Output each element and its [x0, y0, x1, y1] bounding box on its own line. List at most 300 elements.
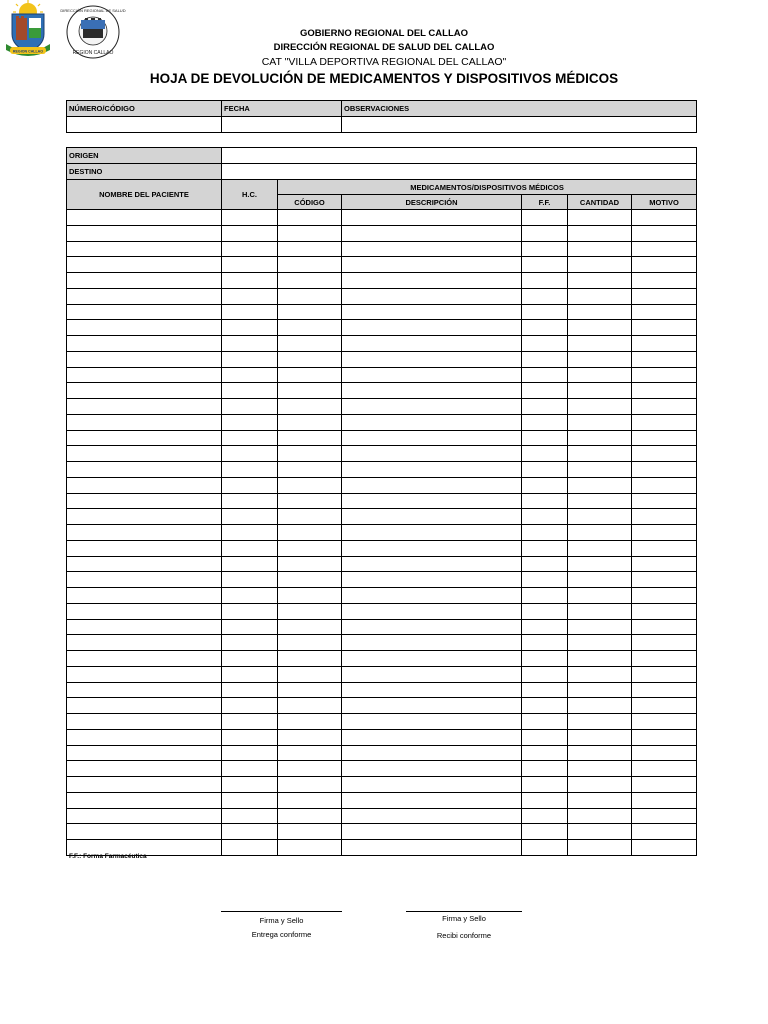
codigo-cell[interactable] — [278, 446, 342, 462]
nombre-cell[interactable] — [67, 257, 222, 273]
cantidad-cell[interactable] — [568, 588, 632, 604]
ff-cell[interactable] — [522, 336, 568, 352]
descripcion-cell[interactable] — [342, 383, 522, 399]
codigo-cell[interactable] — [278, 493, 342, 509]
hc-cell[interactable] — [222, 666, 278, 682]
hc-cell[interactable] — [222, 824, 278, 840]
hc-cell[interactable] — [222, 729, 278, 745]
codigo-cell[interactable] — [278, 588, 342, 604]
nombre-cell[interactable] — [67, 808, 222, 824]
codigo-cell[interactable] — [278, 714, 342, 730]
hc-cell[interactable] — [222, 241, 278, 257]
hc-cell[interactable] — [222, 698, 278, 714]
ff-cell[interactable] — [522, 729, 568, 745]
cantidad-cell[interactable] — [568, 777, 632, 793]
cantidad-cell[interactable] — [568, 304, 632, 320]
nombre-cell[interactable] — [67, 635, 222, 651]
hc-cell[interactable] — [222, 462, 278, 478]
ff-cell[interactable] — [522, 698, 568, 714]
cantidad-cell[interactable] — [568, 493, 632, 509]
codigo-cell[interactable] — [278, 210, 342, 226]
descripcion-cell[interactable] — [342, 509, 522, 525]
codigo-cell[interactable] — [278, 745, 342, 761]
descripcion-cell[interactable] — [342, 540, 522, 556]
descripcion-cell[interactable] — [342, 666, 522, 682]
motivo-cell[interactable] — [632, 493, 697, 509]
motivo-cell[interactable] — [632, 729, 697, 745]
motivo-cell[interactable] — [632, 651, 697, 667]
cantidad-cell[interactable] — [568, 351, 632, 367]
codigo-cell[interactable] — [278, 808, 342, 824]
observaciones-field[interactable] — [342, 117, 697, 133]
hc-cell[interactable] — [222, 304, 278, 320]
motivo-cell[interactable] — [632, 225, 697, 241]
motivo-cell[interactable] — [632, 304, 697, 320]
nombre-cell[interactable] — [67, 446, 222, 462]
hc-cell[interactable] — [222, 493, 278, 509]
table-row — [67, 462, 697, 478]
hc-cell[interactable] — [222, 509, 278, 525]
descripcion-cell[interactable] — [342, 714, 522, 730]
ff-cell[interactable] — [522, 509, 568, 525]
codigo-cell[interactable] — [278, 635, 342, 651]
cantidad-cell[interactable] — [568, 225, 632, 241]
cantidad-cell[interactable] — [568, 714, 632, 730]
motivo-cell[interactable] — [632, 572, 697, 588]
ff-cell[interactable] — [522, 225, 568, 241]
cantidad-cell[interactable] — [568, 698, 632, 714]
descripcion-cell[interactable] — [342, 745, 522, 761]
ff-cell[interactable] — [522, 414, 568, 430]
cantidad-cell[interactable] — [568, 399, 632, 415]
motivo-cell[interactable] — [632, 588, 697, 604]
ff-cell[interactable] — [522, 714, 568, 730]
motivo-cell[interactable] — [632, 477, 697, 493]
motivo-cell[interactable] — [632, 777, 697, 793]
hc-cell[interactable] — [222, 588, 278, 604]
motivo-cell[interactable] — [632, 351, 697, 367]
nombre-cell[interactable] — [67, 336, 222, 352]
codigo-cell[interactable] — [278, 556, 342, 572]
nombre-cell[interactable] — [67, 383, 222, 399]
descripcion-cell[interactable] — [342, 414, 522, 430]
descripcion-cell[interactable] — [342, 619, 522, 635]
motivo-cell[interactable] — [632, 273, 697, 289]
table-row — [67, 619, 697, 635]
nombre-cell[interactable] — [67, 525, 222, 541]
codigo-cell[interactable] — [278, 414, 342, 430]
descripcion-cell[interactable] — [342, 682, 522, 698]
motivo-cell[interactable] — [632, 635, 697, 651]
table-row — [67, 666, 697, 682]
ff-cell[interactable] — [522, 477, 568, 493]
cantidad-cell[interactable] — [568, 556, 632, 572]
motivo-cell[interactable] — [632, 824, 697, 840]
codigo-cell[interactable] — [278, 792, 342, 808]
hc-cell[interactable] — [222, 414, 278, 430]
motivo-cell[interactable] — [632, 509, 697, 525]
ff-cell[interactable] — [522, 493, 568, 509]
codigo-cell[interactable] — [278, 477, 342, 493]
fecha-field[interactable] — [222, 117, 342, 133]
descripcion-cell[interactable] — [342, 840, 522, 856]
nombre-cell[interactable] — [67, 745, 222, 761]
codigo-cell[interactable] — [278, 351, 342, 367]
hc-cell[interactable] — [222, 761, 278, 777]
cantidad-cell[interactable] — [568, 273, 632, 289]
nombre-cell[interactable] — [67, 320, 222, 336]
motivo-cell[interactable] — [632, 288, 697, 304]
ff-cell[interactable] — [522, 241, 568, 257]
signature-line-right — [406, 911, 522, 912]
motivo-cell[interactable] — [632, 525, 697, 541]
cantidad-cell[interactable] — [568, 414, 632, 430]
nombre-cell[interactable] — [67, 493, 222, 509]
ff-cell[interactable] — [522, 603, 568, 619]
cantidad-cell[interactable] — [568, 257, 632, 273]
codigo-cell[interactable] — [278, 698, 342, 714]
ff-cell[interactable] — [522, 808, 568, 824]
nombre-cell[interactable] — [67, 651, 222, 667]
hc-cell[interactable] — [222, 367, 278, 383]
cantidad-cell[interactable] — [568, 824, 632, 840]
cantidad-cell[interactable] — [568, 792, 632, 808]
descripcion-cell[interactable] — [342, 399, 522, 415]
motivo-cell[interactable] — [632, 430, 697, 446]
hc-cell[interactable] — [222, 572, 278, 588]
hc-cell[interactable] — [222, 635, 278, 651]
descripcion-cell[interactable] — [342, 525, 522, 541]
nombre-cell[interactable] — [67, 572, 222, 588]
cantidad-cell[interactable] — [568, 462, 632, 478]
codigo-cell[interactable] — [278, 761, 342, 777]
cantidad-cell[interactable] — [568, 383, 632, 399]
hc-cell[interactable] — [222, 619, 278, 635]
codigo-cell[interactable] — [278, 320, 342, 336]
ff-cell[interactable] — [522, 273, 568, 289]
cantidad-cell[interactable] — [568, 745, 632, 761]
cantidad-cell[interactable] — [568, 477, 632, 493]
cantidad-cell[interactable] — [568, 446, 632, 462]
cantidad-cell[interactable] — [568, 540, 632, 556]
descripcion-cell[interactable] — [342, 698, 522, 714]
ff-cell[interactable] — [522, 540, 568, 556]
nombre-cell[interactable] — [67, 462, 222, 478]
ff-cell[interactable] — [522, 525, 568, 541]
hc-cell[interactable] — [222, 336, 278, 352]
hc-cell[interactable] — [222, 651, 278, 667]
descripcion-cell[interactable] — [342, 462, 522, 478]
ff-cell[interactable] — [522, 840, 568, 856]
descripcion-cell[interactable] — [342, 603, 522, 619]
cantidad-cell[interactable] — [568, 367, 632, 383]
cantidad-cell[interactable] — [568, 761, 632, 777]
ff-cell[interactable] — [522, 792, 568, 808]
ff-cell[interactable] — [522, 635, 568, 651]
descripcion-cell[interactable] — [342, 588, 522, 604]
ff-footnote: F.F.: Forma Farmacéutica — [69, 853, 147, 860]
ff-cell[interactable] — [522, 351, 568, 367]
nombre-cell[interactable] — [67, 288, 222, 304]
cantidad-cell[interactable] — [568, 666, 632, 682]
codigo-cell[interactable] — [278, 383, 342, 399]
motivo-cell[interactable] — [632, 666, 697, 682]
nombre-cell[interactable] — [67, 273, 222, 289]
cantidad-cell[interactable] — [568, 635, 632, 651]
descripcion-cell[interactable] — [342, 824, 522, 840]
cantidad-cell[interactable] — [568, 210, 632, 226]
motivo-cell[interactable] — [632, 399, 697, 415]
nombre-cell[interactable] — [67, 225, 222, 241]
hc-cell[interactable] — [222, 288, 278, 304]
codigo-cell[interactable] — [278, 666, 342, 682]
codigo-cell[interactable] — [278, 367, 342, 383]
ff-cell[interactable] — [522, 666, 568, 682]
numero-codigo-field[interactable] — [67, 117, 222, 133]
cantidad-cell[interactable] — [568, 241, 632, 257]
hc-cell[interactable] — [222, 320, 278, 336]
codigo-cell[interactable] — [278, 651, 342, 667]
ff-cell[interactable] — [522, 257, 568, 273]
descripcion-cell[interactable] — [342, 304, 522, 320]
nombre-cell[interactable] — [67, 603, 222, 619]
ff-cell[interactable] — [522, 210, 568, 226]
motivo-cell[interactable] — [632, 745, 697, 761]
codigo-cell[interactable] — [278, 336, 342, 352]
ff-cell[interactable] — [522, 320, 568, 336]
cantidad-cell[interactable] — [568, 572, 632, 588]
ff-cell[interactable] — [522, 367, 568, 383]
codigo-cell[interactable] — [278, 257, 342, 273]
ff-cell[interactable] — [522, 430, 568, 446]
descripcion-cell[interactable] — [342, 572, 522, 588]
page-title: HOJA DE DEVOLUCIÓN DE MEDICAMENTOS Y DISPOSITIVOS MÉDICOS — [149, 71, 619, 86]
descripcion-cell[interactable] — [342, 556, 522, 572]
nombre-cell[interactable] — [67, 792, 222, 808]
descripcion-cell[interactable] — [342, 273, 522, 289]
hc-cell[interactable] — [222, 745, 278, 761]
signature-right-caption: Firma y Sello — [442, 914, 486, 923]
destino-field[interactable] — [222, 164, 697, 180]
nombre-cell[interactable] — [67, 556, 222, 572]
ff-cell[interactable] — [522, 651, 568, 667]
cantidad-cell[interactable] — [568, 651, 632, 667]
cantidad-cell[interactable] — [568, 509, 632, 525]
descripcion-cell[interactable] — [342, 225, 522, 241]
nombre-cell[interactable] — [67, 367, 222, 383]
nombre-cell[interactable] — [67, 430, 222, 446]
hc-cell[interactable] — [222, 840, 278, 856]
hc-cell[interactable] — [222, 777, 278, 793]
ff-cell[interactable] — [522, 619, 568, 635]
nombre-cell[interactable] — [67, 241, 222, 257]
codigo-cell[interactable] — [278, 777, 342, 793]
nombre-cell[interactable] — [67, 509, 222, 525]
hc-cell[interactable] — [222, 477, 278, 493]
descripcion-cell[interactable] — [342, 430, 522, 446]
descripcion-cell[interactable] — [342, 257, 522, 273]
descripcion-cell[interactable] — [342, 367, 522, 383]
hc-cell[interactable] — [222, 446, 278, 462]
cantidad-cell[interactable] — [568, 288, 632, 304]
motivo-cell[interactable] — [632, 320, 697, 336]
codigo-cell[interactable] — [278, 840, 342, 856]
codigo-cell[interactable] — [278, 288, 342, 304]
hc-cell[interactable] — [222, 383, 278, 399]
codigo-cell[interactable] — [278, 399, 342, 415]
nombre-cell[interactable] — [67, 714, 222, 730]
hc-cell[interactable] — [222, 210, 278, 226]
motivo-cell[interactable] — [632, 462, 697, 478]
nombre-cell[interactable] — [67, 698, 222, 714]
nombre-cell[interactable] — [67, 540, 222, 556]
hc-cell[interactable] — [222, 399, 278, 415]
motivo-cell[interactable] — [632, 556, 697, 572]
codigo-cell[interactable] — [278, 241, 342, 257]
table-row — [67, 792, 697, 808]
nombre-cell[interactable] — [67, 761, 222, 777]
codigo-cell[interactable] — [278, 540, 342, 556]
codigo-cell[interactable] — [278, 225, 342, 241]
descripcion-cell[interactable] — [342, 477, 522, 493]
motivo-cell[interactable] — [632, 414, 697, 430]
cantidad-cell[interactable] — [568, 336, 632, 352]
descripcion-cell[interactable] — [342, 761, 522, 777]
cantidad-cell[interactable] — [568, 619, 632, 635]
nombre-cell[interactable] — [67, 619, 222, 635]
ff-cell[interactable] — [522, 462, 568, 478]
motivo-cell[interactable] — [632, 383, 697, 399]
cantidad-cell[interactable] — [568, 808, 632, 824]
nombre-cell[interactable] — [67, 304, 222, 320]
ff-cell[interactable] — [522, 288, 568, 304]
hc-cell[interactable] — [222, 525, 278, 541]
ff-cell[interactable] — [522, 304, 568, 320]
codigo-cell[interactable] — [278, 430, 342, 446]
descripcion-cell[interactable] — [342, 320, 522, 336]
motivo-cell[interactable] — [632, 619, 697, 635]
motivo-cell[interactable] — [632, 698, 697, 714]
codigo-cell[interactable] — [278, 619, 342, 635]
cantidad-cell[interactable] — [568, 525, 632, 541]
motivo-cell[interactable] — [632, 336, 697, 352]
nombre-cell[interactable] — [67, 210, 222, 226]
descripcion-cell[interactable] — [342, 808, 522, 824]
descripcion-cell[interactable] — [342, 351, 522, 367]
ff-cell[interactable] — [522, 588, 568, 604]
motivo-cell[interactable] — [632, 540, 697, 556]
motivo-cell[interactable] — [632, 714, 697, 730]
codigo-cell[interactable] — [278, 273, 342, 289]
hc-cell[interactable] — [222, 351, 278, 367]
descripcion-cell[interactable] — [342, 777, 522, 793]
hc-cell[interactable] — [222, 430, 278, 446]
descripcion-cell[interactable] — [342, 493, 522, 509]
hc-cell[interactable] — [222, 603, 278, 619]
descripcion-cell[interactable] — [342, 336, 522, 352]
codigo-cell[interactable] — [278, 729, 342, 745]
nombre-cell[interactable] — [67, 682, 222, 698]
motivo-cell[interactable] — [632, 761, 697, 777]
codigo-cell[interactable] — [278, 572, 342, 588]
descripcion-cell[interactable] — [342, 288, 522, 304]
motivo-cell[interactable] — [632, 682, 697, 698]
nombre-cell[interactable] — [67, 477, 222, 493]
nombre-cell[interactable] — [67, 666, 222, 682]
motivo-cell[interactable] — [632, 446, 697, 462]
hc-cell[interactable] — [222, 714, 278, 730]
ff-cell[interactable] — [522, 446, 568, 462]
hc-cell[interactable] — [222, 540, 278, 556]
hc-cell[interactable] — [222, 556, 278, 572]
codigo-cell[interactable] — [278, 525, 342, 541]
ff-cell[interactable] — [522, 824, 568, 840]
descripcion-cell[interactable] — [342, 729, 522, 745]
descripcion-cell[interactable] — [342, 241, 522, 257]
codigo-cell[interactable] — [278, 824, 342, 840]
ff-cell[interactable] — [522, 399, 568, 415]
motivo-cell[interactable] — [632, 603, 697, 619]
hc-cell[interactable] — [222, 225, 278, 241]
origen-field[interactable] — [222, 148, 697, 164]
nombre-cell[interactable] — [67, 351, 222, 367]
motivo-cell[interactable] — [632, 257, 697, 273]
motivo-cell[interactable] — [632, 808, 697, 824]
descripcion-cell[interactable] — [342, 635, 522, 651]
motivo-cell[interactable] — [632, 367, 697, 383]
nombre-cell[interactable] — [67, 399, 222, 415]
cantidad-cell[interactable] — [568, 840, 632, 856]
nombre-cell[interactable] — [67, 777, 222, 793]
hc-cell[interactable] — [222, 808, 278, 824]
cantidad-cell[interactable] — [568, 320, 632, 336]
ff-cell[interactable] — [522, 761, 568, 777]
descripcion-cell[interactable] — [342, 792, 522, 808]
descripcion-cell[interactable] — [342, 651, 522, 667]
descripcion-cell[interactable] — [342, 446, 522, 462]
nombre-cell[interactable] — [67, 729, 222, 745]
ff-cell[interactable] — [522, 682, 568, 698]
ff-cell[interactable] — [522, 572, 568, 588]
hc-cell[interactable] — [222, 257, 278, 273]
descripcion-cell[interactable] — [342, 210, 522, 226]
hc-cell[interactable] — [222, 682, 278, 698]
codigo-cell[interactable] — [278, 682, 342, 698]
codigo-cell[interactable] — [278, 462, 342, 478]
ff-cell[interactable] — [522, 745, 568, 761]
motivo-cell[interactable] — [632, 840, 697, 856]
ff-cell[interactable] — [522, 383, 568, 399]
motivo-cell[interactable] — [632, 210, 697, 226]
ff-cell[interactable] — [522, 777, 568, 793]
cantidad-cell[interactable] — [568, 603, 632, 619]
nombre-cell[interactable] — [67, 588, 222, 604]
motivo-cell[interactable] — [632, 241, 697, 257]
ff-cell[interactable] — [522, 556, 568, 572]
codigo-cell[interactable] — [278, 509, 342, 525]
cantidad-cell[interactable] — [568, 729, 632, 745]
codigo-cell[interactable] — [278, 304, 342, 320]
hc-cell[interactable] — [222, 273, 278, 289]
cantidad-cell[interactable] — [568, 682, 632, 698]
cantidad-cell[interactable] — [568, 430, 632, 446]
nombre-cell[interactable] — [67, 824, 222, 840]
table-row — [67, 603, 697, 619]
codigo-cell[interactable] — [278, 603, 342, 619]
nombre-cell[interactable] — [67, 414, 222, 430]
hc-cell[interactable] — [222, 792, 278, 808]
motivo-cell[interactable] — [632, 792, 697, 808]
